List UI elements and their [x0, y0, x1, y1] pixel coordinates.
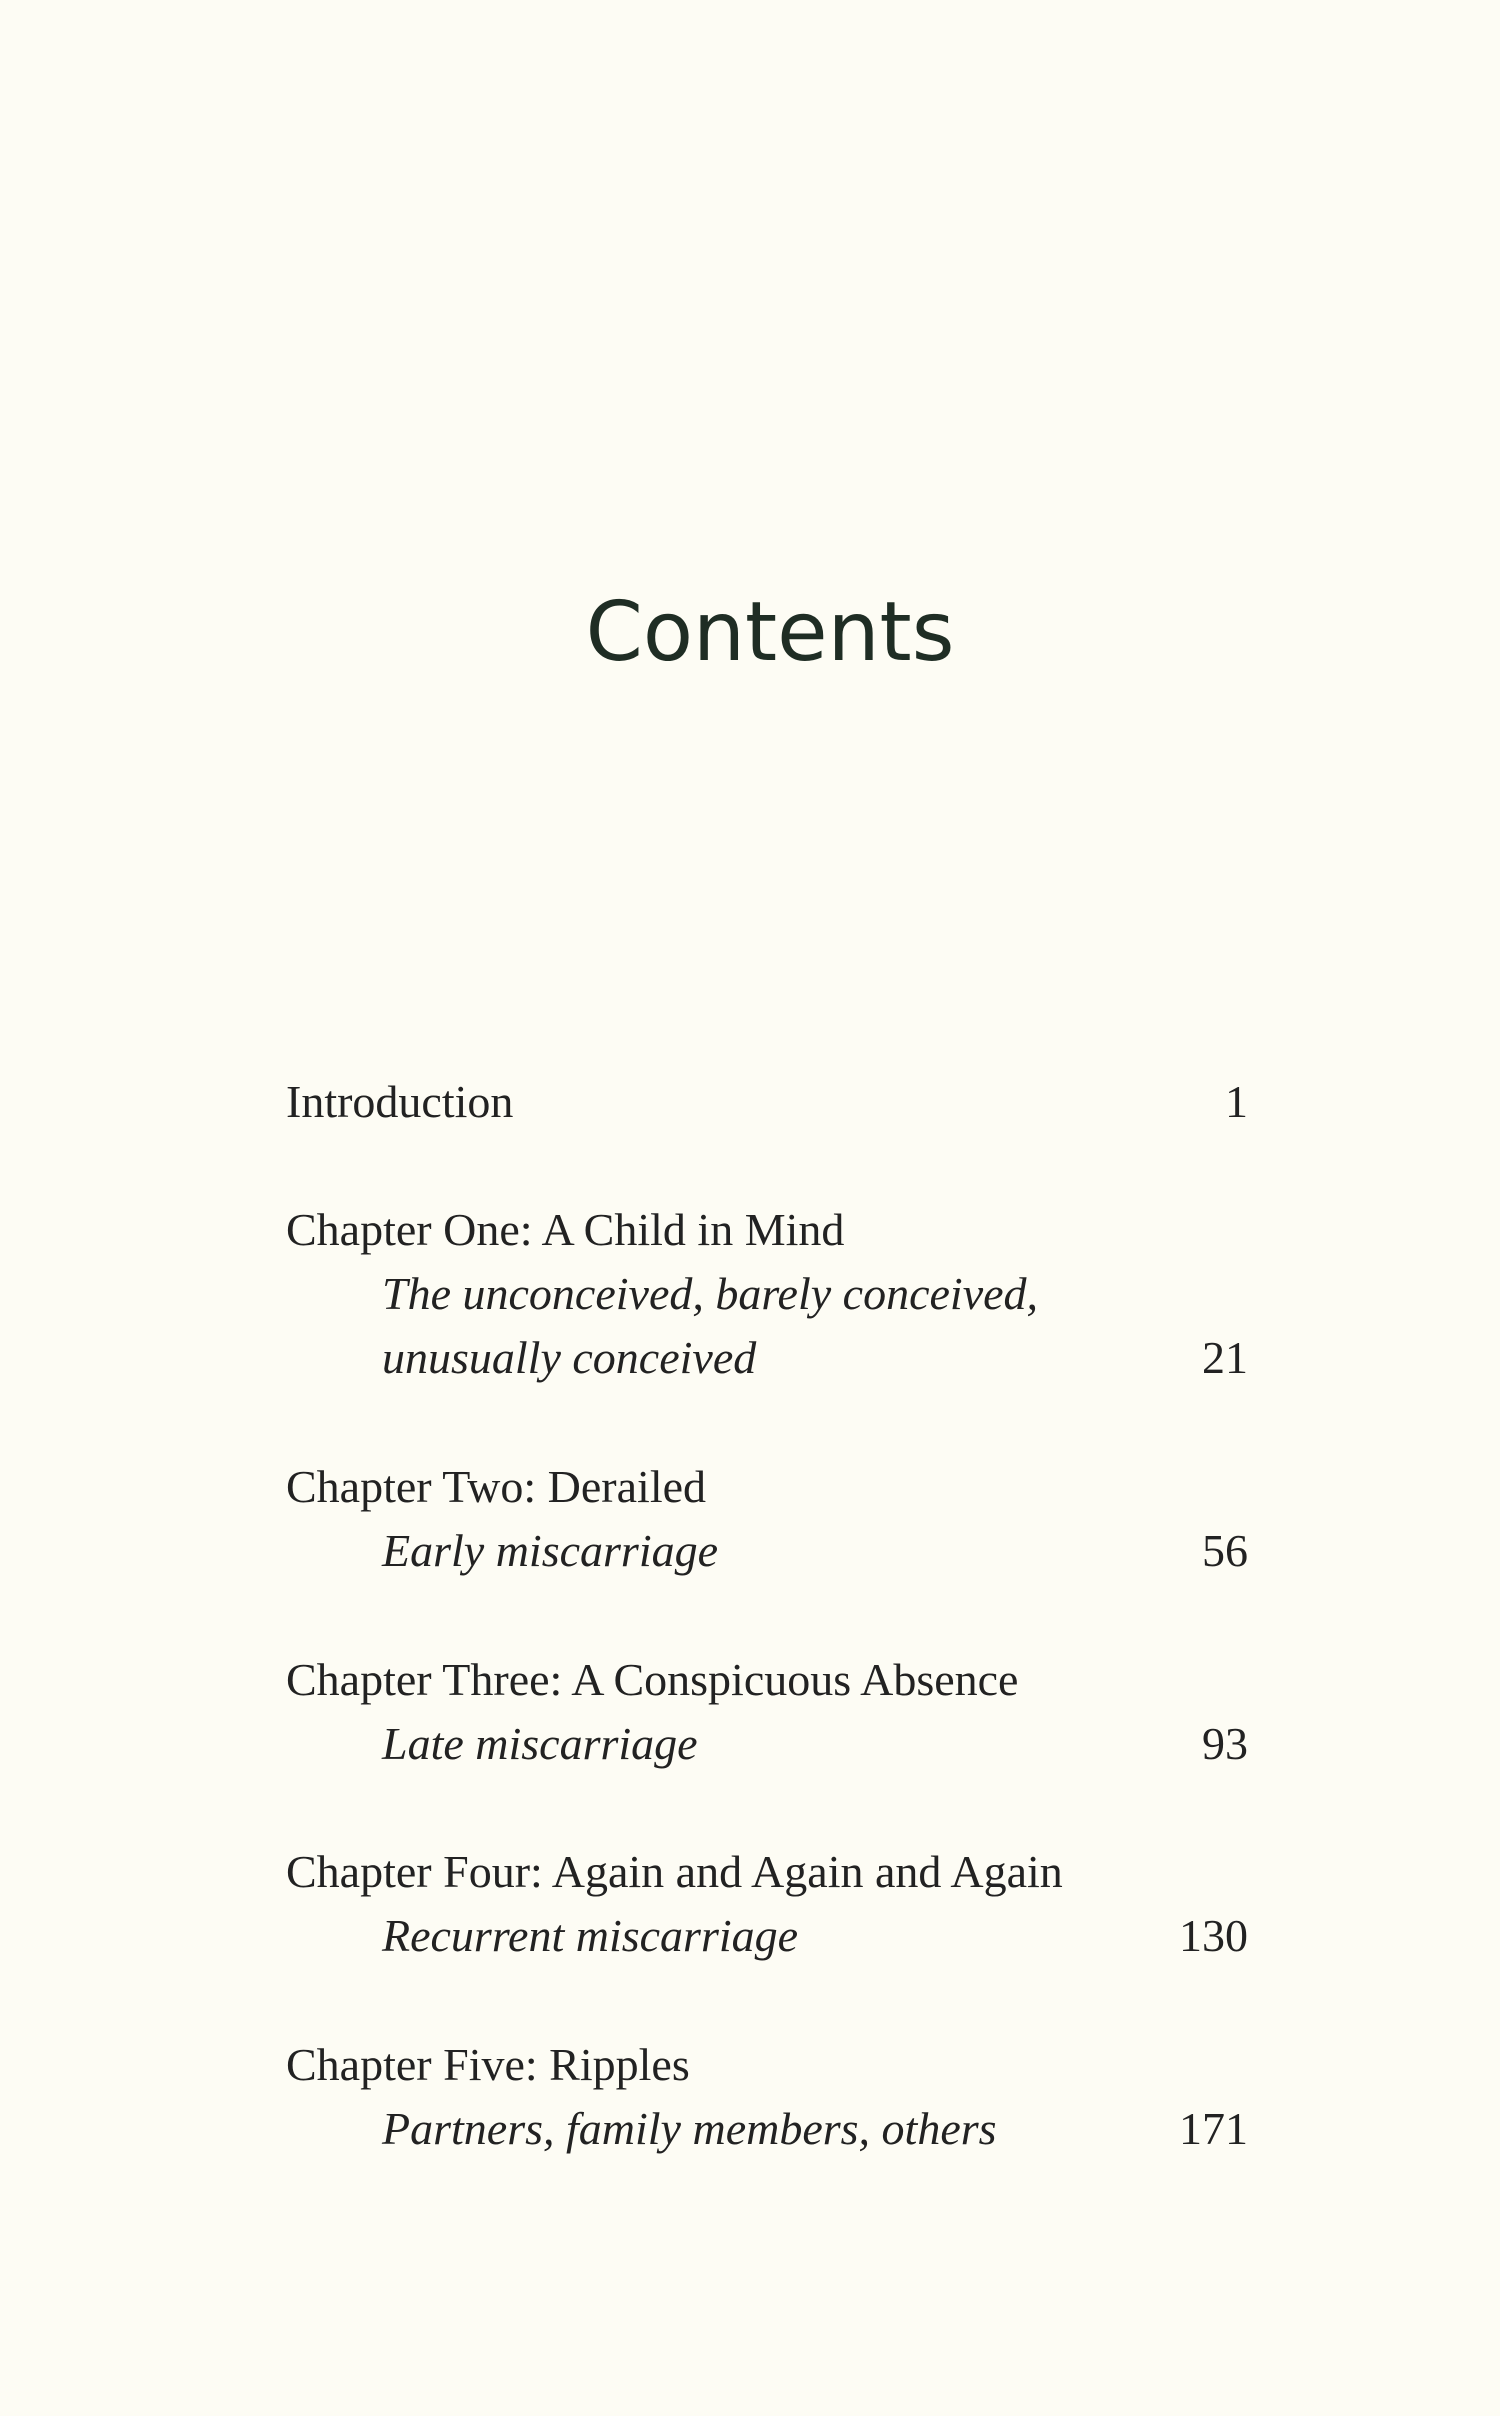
toc-entry-chapter-three: [286, 1648, 1248, 1776]
toc-heading: Chapter Five: Ripples: [286, 2039, 690, 2090]
toc-entry-chapter-five: [286, 2033, 1248, 2161]
toc-heading: Introduction: [286, 1076, 514, 1127]
toc-entry-chapter-two: [286, 1455, 1248, 1583]
toc-subtitle: Early miscarriage: [382, 1525, 719, 1576]
toc-heading: Chapter Three: A Conspicuous Absence: [286, 1654, 1019, 1705]
toc-page-number: 21: [1202, 1332, 1248, 1383]
toc-entry-introduction: [286, 1070, 1248, 1134]
toc-page-number: 1: [1225, 1076, 1248, 1127]
toc-heading: Chapter One: A Child in Mind: [286, 1204, 845, 1255]
toc-heading: Chapter Four: Again and Again and Again: [286, 1846, 1063, 1897]
toc-page-number: 56: [1202, 1525, 1248, 1576]
toc-entry-chapter-one: [286, 1198, 1248, 1390]
toc-page-number: 171: [1179, 2103, 1248, 2154]
toc-subtitle: Partners, family members, others: [382, 2103, 997, 2154]
toc-subtitle: Recurrent miscarriage: [382, 1910, 799, 1961]
toc-subtitle: Late miscarriage: [382, 1718, 698, 1769]
toc-page-number: 93: [1202, 1718, 1248, 1769]
toc-heading: Chapter Two: Derailed: [286, 1461, 707, 1512]
page-title: Contents: [585, 585, 955, 680]
toc-page-number: 130: [1179, 1910, 1248, 1961]
toc-subtitle: The unconceived, barely conceived,: [382, 1268, 1039, 1319]
toc-subtitle: unusually conceived: [382, 1332, 757, 1383]
toc-entry-chapter-four: [286, 1840, 1248, 1968]
